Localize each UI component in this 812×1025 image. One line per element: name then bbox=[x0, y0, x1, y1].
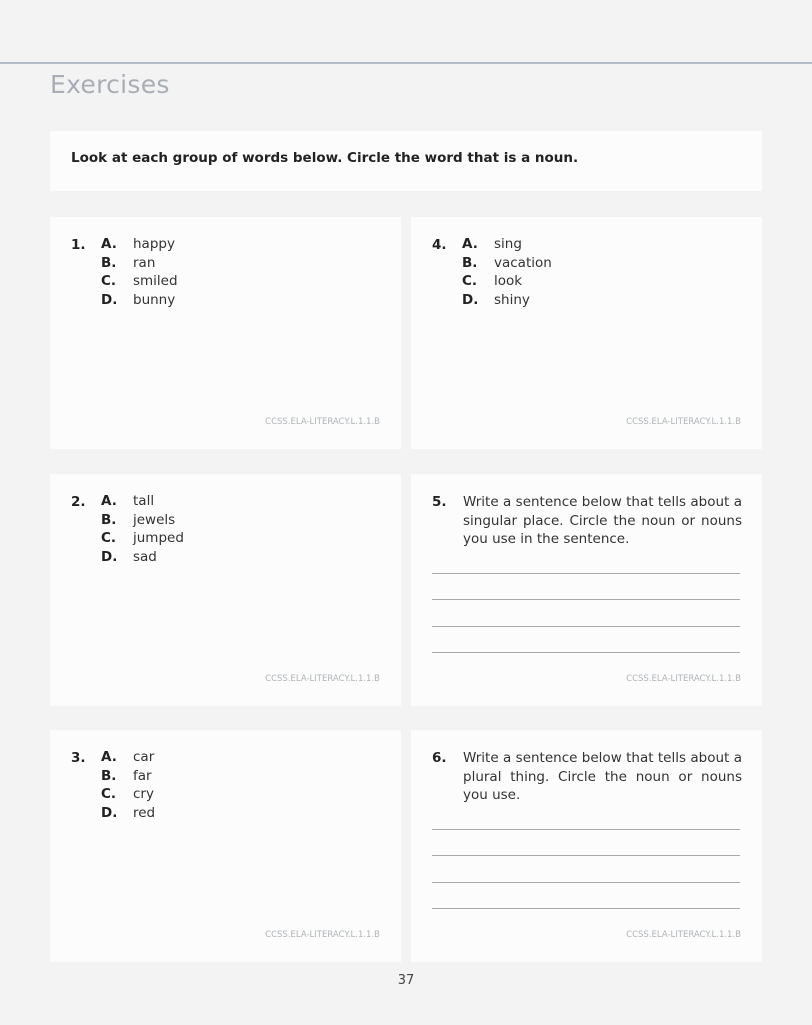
question-card-6 bbox=[411, 730, 762, 962]
question-card-3 bbox=[50, 730, 401, 962]
instructions-text: Look at each group of words below. Circle the word that is a noun. bbox=[71, 150, 579, 166]
question-card-4 bbox=[411, 217, 762, 449]
option-letter: A. bbox=[462, 236, 478, 252]
standard-code: CCSS.ELA-LITERACY.L.1.1.B bbox=[626, 674, 741, 684]
answer-line[interactable] bbox=[432, 908, 740, 909]
option-text: car bbox=[133, 749, 155, 765]
option-text: vacation bbox=[494, 254, 552, 271]
page-title: Exercises bbox=[50, 70, 170, 99]
question-number: 4. bbox=[432, 237, 447, 253]
question-number: 3. bbox=[71, 750, 86, 766]
answer-line[interactable] bbox=[432, 573, 740, 574]
answer-option-d[interactable] bbox=[101, 549, 184, 568]
option-text: tall bbox=[133, 493, 155, 509]
option-text: bunny bbox=[133, 291, 176, 308]
header-divider bbox=[0, 62, 812, 64]
answer-option-a[interactable] bbox=[462, 236, 552, 255]
answer-line[interactable] bbox=[432, 829, 740, 830]
answer-line[interactable] bbox=[432, 626, 740, 627]
answer-option-a[interactable] bbox=[101, 236, 178, 255]
option-text: cry bbox=[133, 786, 154, 802]
answer-option-c[interactable] bbox=[101, 786, 155, 805]
option-letter: C. bbox=[101, 786, 117, 802]
answer-option-b[interactable] bbox=[101, 512, 184, 531]
option-text: ran bbox=[133, 254, 156, 271]
answer-option-c[interactable] bbox=[101, 530, 184, 549]
instructions-box bbox=[50, 131, 762, 191]
standard-code: CCSS.ELA-LITERACY.L.1.1.B bbox=[265, 674, 380, 684]
option-text: sing bbox=[494, 236, 522, 252]
standard-code: CCSS.ELA-LITERACY.L.1.1.B bbox=[265, 417, 380, 427]
question-card-1 bbox=[50, 217, 401, 449]
option-text: far bbox=[133, 767, 152, 784]
answer-option-c[interactable] bbox=[462, 273, 552, 292]
question-prompt: Write a sentence below that tells about a singular place. Circle the noun or nouns you use in the sentence. bbox=[463, 494, 742, 547]
answer-options bbox=[462, 236, 552, 310]
option-letter: C. bbox=[101, 273, 117, 289]
option-letter: C. bbox=[101, 530, 117, 546]
answer-option-d[interactable] bbox=[462, 292, 552, 311]
question-number: 2. bbox=[71, 494, 86, 510]
answer-option-a[interactable] bbox=[101, 749, 155, 768]
question-card-2 bbox=[50, 474, 401, 706]
question-number: 1. bbox=[71, 237, 86, 253]
standard-code: CCSS.ELA-LITERACY.L.1.1.B bbox=[265, 930, 380, 940]
question-number: 5. bbox=[432, 494, 447, 510]
option-text: look bbox=[494, 273, 523, 289]
option-letter: A. bbox=[101, 749, 117, 765]
answer-line[interactable] bbox=[432, 599, 740, 600]
option-text: shiny bbox=[494, 291, 530, 308]
page-number: 37 bbox=[397, 973, 415, 988]
option-text: red bbox=[133, 804, 156, 821]
answer-options bbox=[101, 236, 178, 310]
option-letter: D. bbox=[101, 291, 118, 308]
option-letter: D. bbox=[101, 804, 118, 821]
option-letter: C. bbox=[462, 273, 478, 289]
answer-option-d[interactable] bbox=[101, 292, 178, 311]
option-letter: A. bbox=[101, 236, 117, 252]
standard-code: CCSS.ELA-LITERACY.L.1.1.B bbox=[626, 417, 741, 427]
option-letter: B. bbox=[101, 767, 117, 784]
option-letter: B. bbox=[101, 511, 117, 528]
answer-options bbox=[101, 493, 184, 567]
option-text: jumped bbox=[133, 530, 184, 546]
answer-option-c[interactable] bbox=[101, 273, 178, 292]
option-letter: B. bbox=[101, 254, 117, 271]
answer-options bbox=[101, 749, 155, 823]
standard-code: CCSS.ELA-LITERACY.L.1.1.B bbox=[626, 930, 741, 940]
option-text: happy bbox=[133, 236, 175, 252]
answer-option-b[interactable] bbox=[101, 768, 155, 787]
option-text: jewels bbox=[133, 511, 176, 528]
option-letter: A. bbox=[101, 493, 117, 509]
answer-option-a[interactable] bbox=[101, 493, 184, 512]
answer-option-b[interactable] bbox=[462, 255, 552, 274]
answer-line[interactable] bbox=[432, 652, 740, 653]
option-letter: B. bbox=[462, 254, 478, 271]
question-prompt: Write a sentence below that tells about a plural thing. Circle the noun or nouns you use. bbox=[463, 750, 742, 803]
answer-line[interactable] bbox=[432, 882, 740, 883]
question-number: 6. bbox=[432, 750, 447, 766]
answer-option-d[interactable] bbox=[101, 805, 155, 824]
option-letter: D. bbox=[462, 291, 479, 308]
answer-option-b[interactable] bbox=[101, 255, 178, 274]
answer-line[interactable] bbox=[432, 855, 740, 856]
option-text: smiled bbox=[133, 273, 178, 289]
question-card-5 bbox=[411, 474, 762, 706]
option-letter: D. bbox=[101, 548, 118, 565]
option-text: sad bbox=[133, 548, 157, 565]
